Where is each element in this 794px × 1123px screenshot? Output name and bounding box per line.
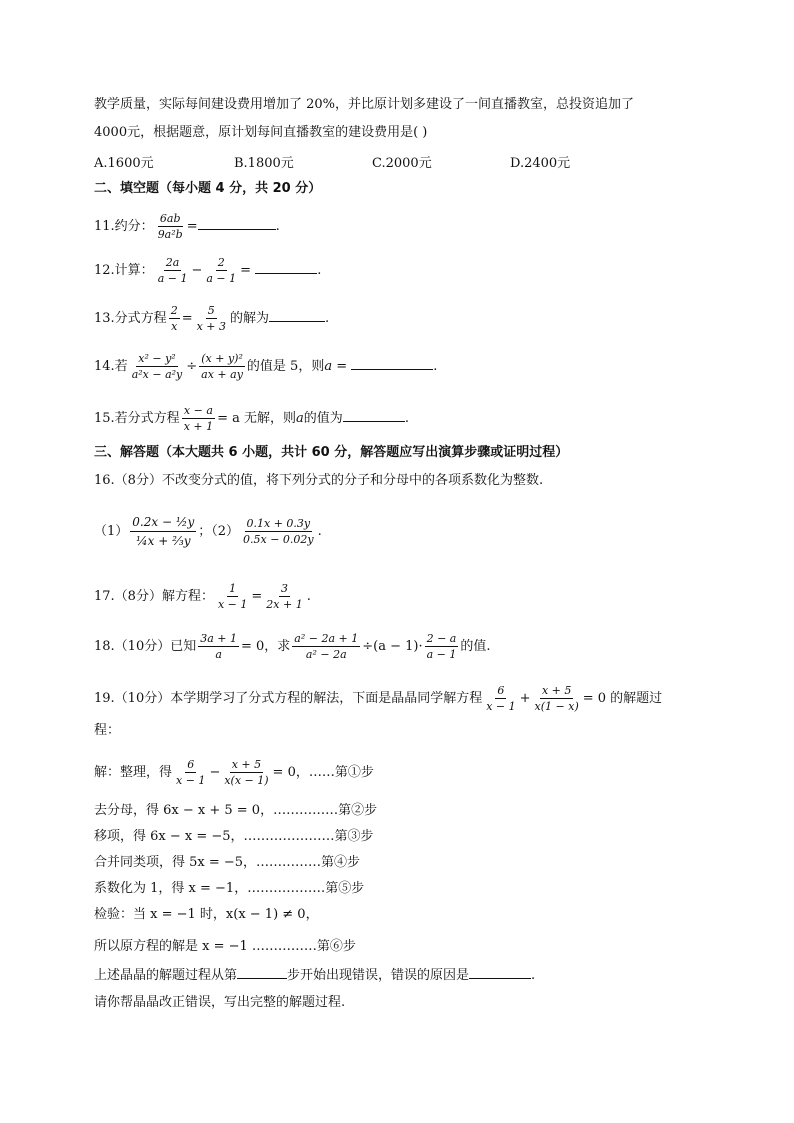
q10-option-a: A.1600元 — [94, 156, 154, 171]
q19-step-5: 系数化为 1，得 x = −1，………………第⑤步 — [94, 881, 365, 896]
q18: 18.（10分）已知 $\frac{3a + 1}{a}$ = 0，求 $\frac{\text{a² − 2a + 1}}{\text{a² − 2a}}$ ÷(a − 1)· $\frac{2 - a}{a - 1}$ 的值. — [94, 632, 491, 661]
q11-answer-blank[interactable] — [198, 217, 276, 230]
q19-reason-blank[interactable] — [469, 966, 531, 979]
q18-fraction-1: $\frac{3a + 1}{a}$ — [200, 632, 237, 661]
q19-step1-fraction-2: $\frac{x + 5}{x(x - 1)}$ — [224, 758, 269, 787]
q17-fraction-2: $\frac{3}{2x + 1}$ — [266, 582, 303, 611]
q15-fraction: $\frac{x - a}{x + 1}$ — [183, 404, 214, 433]
q10-option-b: B.1800元 — [234, 156, 294, 171]
q19-step-2: 去分母，得 6x − x + 5 = 0，……………第②步 — [94, 803, 378, 818]
q19-step-3: 移项，得 6x − x = −5，…………………第③步 — [94, 829, 374, 844]
q13-fraction-1: $\frac{2}{x}$ — [170, 304, 178, 333]
q16-text: 16.（8分）不改变分式的值，将下列分式的分子和分母中的各项系数化为整数. — [94, 473, 544, 488]
q12: 12.计算： $\frac{2a}{a - 1}$ − $\frac{2}{a - 1}$ = . — [94, 256, 322, 285]
q15: 15.若分式方程 $\frac{x - a}{x + 1}$ = a 无解，则a的值为 . — [94, 404, 409, 433]
q19-step-6: 所以原方程的解是 x = −1 ……………第⑥步 — [94, 939, 356, 954]
q14-fraction-2: $\frac{\text{(x + y)²}}{ax + ay}$ — [201, 352, 243, 381]
q13: 13.分式方程 $\frac{2}{x}$ = $\frac{5}{x + 3}$ 的解为 . — [94, 304, 330, 333]
q19-step1-fraction-1: $\frac{6}{x - 1}$ — [176, 758, 206, 787]
q19-question-2: 请你帮晶晶改正错误，写出完整的解题过程. — [94, 995, 346, 1010]
section2-heading: 二、填空题（每小题 4 分，共 20 分） — [94, 181, 322, 196]
q10-line1: 教学质量，实际每间建设费用增加了 20%，并比原计划多建设了一间直播教室，总投资追加了 — [94, 97, 635, 112]
q14: 14.若 $\frac{\text{x² − y²}}{\text{a²x − a²y}}$ ÷ $\frac{\text{(x + y)²}}{ax + ay}$ 的值是 5，则a = . — [94, 352, 438, 381]
q19-step-blank[interactable] — [237, 966, 287, 979]
q19-intro: 19.（10分）本学期学习了分式方程的解法，下面是晶晶同学解方程 $\frac{6}{x - 1}$ + $\frac{x + 5}{x(1 - x)}$ = 0 的解题过 — [94, 684, 663, 713]
q12-fraction-1: $\frac{2a}{a - 1}$ — [157, 256, 188, 285]
q11-fraction: $\frac{6ab}{\text{9a²b}}$ — [157, 212, 183, 241]
q15-answer-blank[interactable] — [343, 409, 405, 422]
q19-check: 检验：当 x = −1 时，x(x − 1) ≠ 0， — [94, 907, 319, 922]
q10-option-c: C.2000元 — [372, 156, 432, 171]
q17-fraction-1: $\frac{1}{x - 1}$ — [217, 582, 248, 611]
q19-continuation: 程： — [94, 723, 121, 738]
q13-answer-blank[interactable] — [269, 309, 325, 322]
q10-option-d: D.2400元 — [510, 156, 571, 171]
q19-step-1: 解：整理，得 $\frac{6}{x - 1}$ − $\frac{x + 5}{x(x - 1)}$ = 0，……第①步 — [94, 758, 374, 787]
q19-fraction-2: $\frac{x + 5}{x(1 - x)}$ — [534, 684, 579, 713]
q10-line2: 4000元，根据题意，原计划每间直播教室的建设费用是( ) — [94, 125, 428, 140]
q16-fraction-1: $\frac{\text{0.2x − ½y}}{\text{¼x + ⅔y}}$ — [132, 515, 195, 548]
q12-fraction-2: $\frac{2}{a - 1}$ — [206, 256, 237, 285]
q18-fraction-3: $\frac{2 - a}{a - 1}$ — [426, 632, 457, 661]
section3-heading: 三、解答题（本大题共 6 小题，共计 60 分，解答题应写出演算步骤或证明过程） — [94, 445, 569, 460]
q14-answer-blank[interactable] — [351, 357, 433, 370]
q13-fraction-2: $\frac{5}{x + 3}$ — [196, 304, 227, 333]
q16-fraction-2: $\frac{0.1x + 0.3y}{0.5x - 0.02y}$ — [243, 517, 314, 546]
q19-fraction-1: $\frac{6}{x - 1}$ — [486, 684, 516, 713]
q11: 11.约分： $\frac{6ab}{\text{9a²b}}$ = . — [94, 212, 280, 241]
q18-fraction-2: $\frac{\text{a² − 2a + 1}}{\text{a² − 2a}}$ — [294, 632, 359, 661]
q17: 17.（8分）解方程： $\frac{1}{x - 1}$ = $\frac{3}{2x + 1}$ . — [94, 582, 311, 611]
q19-step-4: 合并同类项，得 5x = −5，……………第④步 — [94, 855, 361, 870]
q16-parts: （1） $\frac{\text{0.2x − ½y}}{\text{¼x + ⅔y}}$ ；（2） $\frac{0.1x + 0.3y}{0.5x - 0.02y}$ . — [94, 515, 322, 548]
q14-fraction-1: $\frac{\text{x² − y²}}{\text{a²x − a²y}}$ — [131, 352, 183, 381]
q19-question-1: 上述晶晶的解题过程从第 步开始出现错误，错误的原因是 . — [94, 968, 536, 983]
q12-answer-blank[interactable] — [255, 261, 317, 274]
